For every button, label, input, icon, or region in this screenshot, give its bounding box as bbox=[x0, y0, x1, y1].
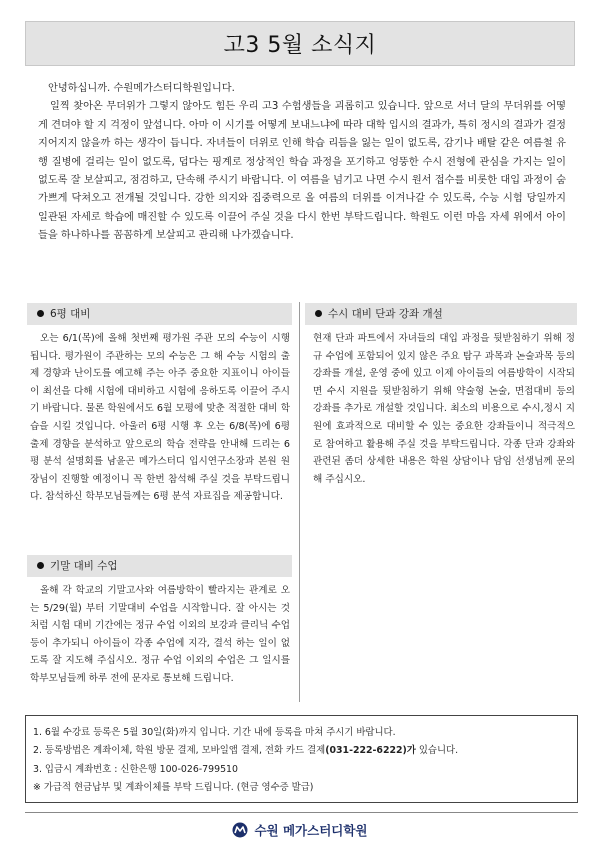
section-header-exam bbox=[27, 555, 292, 577]
notice-phone: (031-222-6222)가 bbox=[325, 745, 416, 757]
bullet-icon bbox=[315, 310, 322, 317]
bullet-icon bbox=[37, 310, 44, 317]
footer-divider bbox=[25, 812, 578, 813]
page-title: 고3 5월 소식지 bbox=[223, 33, 377, 58]
notice-line-2 bbox=[33, 742, 577, 760]
intro-body: 일찍 찾아온 무더위가 그렇지 않아도 힘든 우리 고3 수험생들을 괴롭히고 있습니다. 앞으로 서너 달의 무더위를 어떻게 견뎌야 할 지 걱정이 앞섭니다. 아마 이 시기를 어떻게 보내느냐에 따라 대학 입시의 결과가, 특히 정시의 결과가 결정지어지지 않을까 하는 생각이 듭니다. 자녀들이 더위로 인해 학습 리듬을 잃는 일이 없도록, 감기나 배탈 같은 여름철 유행 질병에 걸리는 일이 없도록, 덥다는 핑계로 정상적인 학습 과정을 포기하고 엉뚱한 수시 전형에 관심을 가지는 일이 없도록 잘 보살피고, 점검하고, 단속해 주시기 바랍니다. 이 여름을 넘기고 나면 수시 원서 접수를 비롯한 대입 과정이 숨가쁘게 닥쳐오고 전개될 것입니다. 강한 의지와 집중력으로 올 여름의 더위를 이겨나갈 수 있도록, 수능 시험 당일까지 일관된 자세로 학습에 매진할 수 있도록 이끌어 주실 것을 다시 한번 부탁드립니다. 학원도 이런 마음 자세 위에서 아이들을 하나하나를 꼼꼼하게 보살피고 관리해 나가겠습니다. bbox=[38, 101, 566, 242]
title-banner bbox=[25, 21, 575, 66]
section-body-susi: 현재 단과 파트에서 자녀들의 대입 과정을 뒷받침하기 위해 정규 수업에 포함되어 있지 않은 주요 탐구 과목과 논술과목 등의 강좌를 개설, 운영 중에 있고 이제 아이들의 여름방학이 시작되면 수시 지원을 뒷받침하기 위해 약술형 논술, 면접대비 등의 강좌를 추가로 개설할 것입니다. 최소의 비용으로 수시,정시 지원에 효과적으로 대비할 수 있는 중요한 강좌들이니 적극적으로 참여하고 활용해 주실 것을 부탁드립니다. 각종 단과 강좌와 관련된 좀더 상세한 내용은 학원 상담이나 담임 선생님께 문의해 주십시오. bbox=[313, 333, 575, 485]
section-heading-susi: 수시 대비 단과 강좌 개설 bbox=[328, 308, 443, 320]
notice-line-3: 3. 입금시 계좌번호 : 신한은행 100-026-799510 bbox=[33, 763, 238, 775]
academy-name: 수원 메가스터디학원 bbox=[254, 823, 368, 838]
notice-line-1: 1. 6월 수강료 등록은 5월 30일(화)까지 입니다. 기간 내에 등록을 마쳐 주시기 바랍니다. bbox=[33, 727, 396, 738]
section-body-exam: 올해 각 학교의 기말고사와 여름방학이 빨라지는 관계로 오는 5/29(월) 부터 기말대비 수업을 시작합니다. 잘 아시는 것처럼 시험 대비 기간에는 정규 수업 이외의 보강과 클리닉 수업 등이 추가되니 아이들이 각종 수업에 지각, 결석 하는 일이 없도록 잘 지도해 주십시오. 정규 수업 이외의 수업은 그 일시를 학부모님들께 하루 전에 문자로 통보해 드립니다. bbox=[30, 585, 290, 684]
notice-line-2-text: 2. 등록방법은 계좌이체, 학원 방문 결제, 모바일앱 결제, 전화 카드 결제 bbox=[33, 745, 326, 757]
notice-box bbox=[25, 715, 578, 803]
section-body-june: 오는 6/1(목)에 올해 첫번째 평가원 주관 모의 수능이 시행됩니다. 평가원이 주관하는 모의 수능은 그 해 수능 시험의 출제 경향과 난이도를 예고해 주는 아주 중요한 지표이니 아이들이 최선을 다해 시험에 대비하고 시험에 응하도록 이끌어 주시기 바랍니다. 물론 학원에서도 6월 모평에 맞춘 적절한 대비 학습을 시킬 것입니다. 아울러 6평 시행 후 오는 6/8(목)에 6평 출제 경향을 분석하고 앞으로의 학습 전략을 안내해 드리는 6평 분석 설명회를 남윤곤 메가스터디 입시연구소장과 본원 원장님이 진행할 예정이니 꼭 한번 참석해 주실 것을 부탁드립니다. 참석하신 학부모님들께는 6평 분석 자료집을 제공합니다. bbox=[30, 333, 290, 503]
footer bbox=[0, 818, 600, 842]
section-header-june bbox=[27, 303, 292, 325]
intro-message bbox=[38, 80, 566, 246]
intro-greeting: 안녕하십니까. 수원메가스터디학원입니다. bbox=[48, 83, 235, 94]
megastudy-logo-icon bbox=[232, 822, 248, 838]
column-divider bbox=[299, 302, 300, 702]
bullet-icon bbox=[37, 562, 44, 569]
section-header-susi bbox=[305, 303, 577, 325]
section-heading-exam: 기말 대비 수업 bbox=[50, 560, 118, 572]
notice-line-2-end: 있습니다. bbox=[415, 745, 459, 757]
notice-line-4: ※ 가급적 현금납부 및 계좌이체를 부탁 드립니다. (현금 영수증 발급) bbox=[33, 782, 314, 794]
section-heading-june: 6평 대비 bbox=[50, 308, 91, 320]
